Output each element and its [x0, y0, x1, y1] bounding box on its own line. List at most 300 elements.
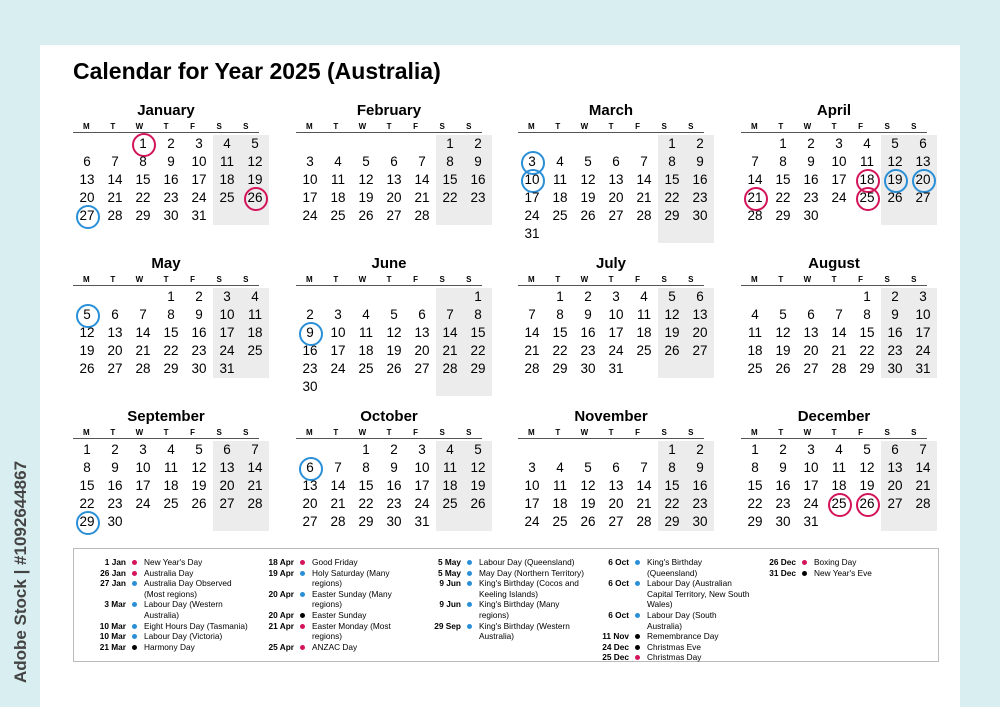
- day-cell: 26: [887, 190, 903, 205]
- legend-holiday-name: ANZAC Day: [312, 641, 358, 652]
- legend-bullet-icon: [132, 602, 137, 607]
- day-cell: 15: [552, 325, 568, 340]
- weekday-label: T: [831, 275, 837, 284]
- legend-bullet-icon: [802, 571, 807, 576]
- day-cell: 19: [881, 171, 909, 189]
- weekday-header: [296, 427, 482, 439]
- weekday-label: T: [333, 122, 339, 131]
- day-cell: 16: [163, 172, 179, 187]
- day-cell: 24: [219, 343, 235, 358]
- day-cell: 20: [909, 171, 937, 189]
- day-cell: 4: [640, 289, 648, 304]
- day-grid: [296, 288, 486, 396]
- weekend-shade: [436, 288, 464, 306]
- weekday-label: W: [135, 428, 144, 437]
- weekday-header: [73, 121, 259, 133]
- day-cell: 16: [386, 478, 402, 493]
- day-cell: 13: [692, 307, 708, 322]
- legend-date: 21 Apr: [268, 620, 294, 631]
- day-cell: 10: [803, 460, 819, 475]
- day-cell: 28: [524, 361, 540, 376]
- day-cell: 14: [414, 172, 430, 187]
- weekday-label: S: [911, 275, 917, 284]
- month-name: July: [595, 255, 626, 272]
- weekday-label: T: [110, 122, 116, 131]
- day-cell: 13: [608, 172, 624, 187]
- weekday-label: T: [555, 428, 561, 437]
- legend-bullet-icon: [132, 560, 137, 565]
- legend-holiday-name: Labour Day (Queensland): [479, 557, 575, 567]
- day-cell: 6: [612, 154, 620, 169]
- legend-date: 31 Dec: [769, 567, 796, 578]
- legend-holiday-name: Australia Day Observed (Most regions): [144, 578, 232, 599]
- legend-bullet-icon: [635, 645, 640, 650]
- day-cell: 5: [73, 306, 101, 324]
- day-cell: 26: [580, 514, 596, 529]
- weekday-label: S: [911, 122, 917, 131]
- day-cell: 9: [807, 154, 815, 169]
- legend-date: 3 Mar: [104, 599, 126, 610]
- month-name: June: [371, 255, 407, 272]
- day-cell: 9: [696, 154, 704, 169]
- weekday-label: T: [555, 275, 561, 284]
- day-cell: 21: [414, 190, 430, 205]
- day-cell: 14: [107, 172, 123, 187]
- legend-date: 29 Sep: [434, 620, 461, 631]
- day-cell: 7: [139, 307, 147, 322]
- weekday-label: W: [580, 428, 589, 437]
- day-cell: 23: [803, 190, 819, 205]
- day-cell: 19: [386, 343, 402, 358]
- day-cell: 28: [442, 361, 458, 376]
- day-cell: 17: [302, 190, 318, 205]
- day-cell: 2: [306, 307, 314, 322]
- day-cell: 15: [135, 172, 151, 187]
- legend-date: 20 Apr: [268, 609, 294, 620]
- watermark: [8, 455, 34, 690]
- weekend-shade: [909, 513, 937, 531]
- weekday-label: T: [608, 275, 614, 284]
- weekday-label: T: [608, 428, 614, 437]
- day-cell: 18: [552, 496, 568, 511]
- day-cell: 12: [79, 325, 95, 340]
- day-cell: 4: [556, 154, 564, 169]
- day-cell: 17: [524, 190, 540, 205]
- weekend-shade: [658, 360, 686, 378]
- day-cell: 8: [83, 460, 91, 475]
- day-cell: 30: [386, 514, 402, 529]
- weekday-label: T: [163, 428, 169, 437]
- day-cell: 29: [73, 513, 101, 531]
- day-cell: 16: [107, 478, 123, 493]
- day-cell: 22: [664, 496, 680, 511]
- day-cell: 15: [859, 325, 875, 340]
- day-cell: 20: [414, 343, 430, 358]
- day-cell: 8: [362, 460, 370, 475]
- weekday-label: S: [911, 428, 917, 437]
- weekday-label: F: [190, 122, 196, 131]
- legend-item: [587, 557, 752, 578]
- weekday-label: T: [831, 428, 837, 437]
- day-cell: 16: [692, 172, 708, 187]
- weekday-label: S: [439, 275, 445, 284]
- day-cell: 25: [552, 514, 568, 529]
- day-cell: 21: [831, 343, 847, 358]
- day-cell: 15: [79, 478, 95, 493]
- day-cell: 14: [247, 460, 263, 475]
- weekday-label: T: [110, 275, 116, 284]
- day-cell: 9: [474, 154, 482, 169]
- day-cell: 26: [470, 496, 486, 511]
- day-cell: 27: [887, 496, 903, 511]
- weekday-header: [518, 121, 704, 133]
- legend-date: 10 Mar: [99, 620, 126, 631]
- day-cell: 18: [442, 478, 458, 493]
- day-cell: 2: [696, 442, 704, 457]
- weekend-shade: [658, 225, 686, 243]
- day-cell: 13: [803, 325, 819, 340]
- day-cell: 19: [191, 478, 207, 493]
- day-cell: 26: [79, 361, 95, 376]
- day-cell: 19: [79, 343, 95, 358]
- weekday-label: M: [305, 275, 313, 284]
- day-cell: 22: [664, 190, 680, 205]
- day-cell: 24: [524, 514, 540, 529]
- weekday-label: T: [110, 428, 116, 437]
- weekday-label: M: [750, 122, 758, 131]
- day-cell: 21: [442, 343, 458, 358]
- weekday-label: W: [135, 122, 144, 131]
- day-cell: 19: [859, 478, 875, 493]
- legend-date: 21 Mar: [99, 641, 126, 652]
- legend-item: [252, 621, 417, 642]
- day-cell: 12: [775, 325, 791, 340]
- weekday-label: S: [661, 122, 667, 131]
- day-cell: 7: [640, 154, 648, 169]
- legend-date: 26 Jan: [100, 567, 126, 578]
- weekend-shade: [213, 207, 241, 225]
- day-cell: 20: [692, 325, 708, 340]
- day-cell: 7: [334, 460, 342, 475]
- weekday-label: T: [555, 122, 561, 131]
- day-cell: 11: [859, 154, 874, 169]
- day-cell: 19: [247, 172, 263, 187]
- legend-bullet-icon: [467, 560, 472, 565]
- day-cell: 15: [470, 325, 486, 340]
- day-cell: 28: [747, 208, 763, 223]
- day-cell: 13: [608, 478, 624, 493]
- day-cell: 25: [747, 361, 763, 376]
- day-cell: 15: [163, 325, 179, 340]
- legend-bullet-icon: [132, 624, 137, 629]
- day-cell: 17: [219, 325, 235, 340]
- day-cell: 17: [330, 343, 346, 358]
- day-cell: 20: [803, 343, 819, 358]
- weekday-label: S: [884, 122, 890, 131]
- day-cell: 25: [552, 208, 568, 223]
- day-cell: 7: [111, 154, 119, 169]
- legend-bullet-icon: [132, 634, 137, 639]
- legend-column: [252, 557, 417, 652]
- month-name: September: [127, 408, 205, 425]
- weekday-label: T: [831, 122, 837, 131]
- day-cell: 23: [302, 361, 318, 376]
- day-cell: 7: [919, 442, 927, 457]
- day-cell: 27: [302, 514, 318, 529]
- day-cell: 1: [668, 136, 676, 151]
- weekend-shade: [436, 207, 464, 225]
- day-cell: 21: [636, 190, 652, 205]
- legend-column: [84, 557, 249, 652]
- day-cell: 3: [223, 289, 231, 304]
- day-cell: 5: [668, 289, 676, 304]
- weekday-label: F: [190, 428, 196, 437]
- day-cell: 13: [386, 172, 402, 187]
- day-cell: 6: [612, 460, 620, 475]
- day-cell: 15: [664, 172, 680, 187]
- legend-item: [252, 557, 417, 568]
- day-cell: 28: [831, 361, 847, 376]
- legend-holiday-name: May Day (Northern Territory): [479, 567, 584, 578]
- day-cell: 15: [442, 172, 458, 187]
- weekday-label: T: [333, 428, 339, 437]
- legend-bullet-icon: [467, 602, 472, 607]
- day-cell: 18: [552, 190, 568, 205]
- day-cell: 9: [696, 460, 704, 475]
- legend-holiday-name: Easter Sunday (Many regions): [312, 588, 392, 610]
- weekend-shade: [464, 378, 492, 396]
- legend-date: 9 Jun: [439, 578, 461, 589]
- day-cell: 11: [636, 307, 651, 322]
- legend-holiday-name: Christmas Eve: [647, 641, 701, 652]
- day-cell: 6: [390, 154, 398, 169]
- day-cell: 15: [358, 478, 374, 493]
- weekday-label: M: [305, 428, 313, 437]
- day-cell: 27: [803, 361, 819, 376]
- day-cell: 27: [692, 343, 708, 358]
- day-cell: 28: [414, 208, 430, 223]
- watermark-text: Adobe Stock | #1092644867: [11, 460, 30, 684]
- month-april: [741, 101, 931, 225]
- legend-bullet-icon: [635, 655, 640, 660]
- weekend-shade: [686, 225, 714, 243]
- day-cell: 30: [163, 208, 179, 223]
- day-cell: 25: [247, 343, 263, 358]
- day-cell: 13: [414, 325, 430, 340]
- day-cell: 25: [442, 496, 458, 511]
- day-cell: 21: [247, 478, 263, 493]
- day-cell: 8: [668, 154, 676, 169]
- day-cell: 29: [859, 361, 875, 376]
- weekday-label: W: [580, 275, 589, 284]
- day-cell: 20: [107, 343, 123, 358]
- day-cell: 23: [470, 190, 486, 205]
- day-cell: 15: [747, 478, 763, 493]
- day-cell: 28: [330, 514, 346, 529]
- legend-bullet-icon: [132, 645, 137, 650]
- weekday-label: S: [216, 275, 222, 284]
- day-cell: 17: [524, 496, 540, 511]
- day-cell: 18: [163, 478, 179, 493]
- day-cell: 12: [580, 172, 596, 187]
- day-cell: 30: [191, 361, 207, 376]
- day-cell: 31: [219, 361, 235, 376]
- day-cell: 20: [608, 190, 624, 205]
- day-cell: 11: [358, 325, 373, 340]
- legend-holiday-name: Easter Sunday: [312, 609, 367, 620]
- month-october: [296, 407, 486, 531]
- day-cell: 19: [580, 496, 596, 511]
- weekday-label: S: [216, 122, 222, 131]
- day-cell: 13: [302, 478, 318, 493]
- day-cell: 3: [195, 136, 203, 151]
- day-cell: 25: [330, 208, 346, 223]
- legend-date: 25 Dec: [602, 652, 629, 663]
- day-cell: 10: [518, 171, 546, 189]
- day-cell: 2: [891, 289, 899, 304]
- day-cell: 19: [580, 190, 596, 205]
- day-cell: 1: [446, 136, 454, 151]
- legend-holiday-name: Christmas Day: [647, 652, 702, 663]
- day-cell: 26: [191, 496, 207, 511]
- day-cell: 5: [362, 154, 370, 169]
- day-cell: 2: [195, 289, 203, 304]
- legend-column: [587, 557, 752, 663]
- day-cell: 5: [251, 136, 259, 151]
- day-cell: 22: [470, 343, 486, 358]
- day-cell: 18: [219, 172, 235, 187]
- day-cell: 28: [915, 496, 931, 511]
- day-cell: 20: [386, 190, 402, 205]
- day-grid: [296, 135, 486, 225]
- page-title: Calendar for Year 2025 (Australia): [73, 58, 441, 84]
- day-cell: 18: [247, 325, 263, 340]
- day-cell: 1: [474, 289, 482, 304]
- day-cell: 1: [129, 135, 157, 153]
- day-grid: [518, 135, 708, 243]
- day-cell: 29: [358, 514, 374, 529]
- day-cell: 12: [191, 460, 207, 475]
- legend-date: 26 Dec: [769, 557, 796, 567]
- day-cell: 30: [692, 514, 708, 529]
- day-cell: 10: [191, 154, 207, 169]
- weekday-label: F: [190, 275, 196, 284]
- day-cell: 10: [831, 154, 847, 169]
- weekday-label: T: [333, 275, 339, 284]
- legend-holiday-name: Harmony Day: [144, 641, 195, 652]
- day-cell: 2: [807, 136, 815, 151]
- day-cell: 16: [580, 325, 596, 340]
- day-cell: 8: [446, 154, 454, 169]
- weekday-header: [296, 274, 482, 286]
- weekday-label: S: [884, 428, 890, 437]
- day-cell: 14: [831, 325, 847, 340]
- legend-bullet-icon: [802, 560, 807, 565]
- day-cell: 5: [195, 442, 203, 457]
- legend-date: 5 May: [437, 567, 461, 578]
- day-grid: [296, 441, 486, 531]
- day-cell: 1: [167, 289, 175, 304]
- day-cell: 17: [831, 172, 847, 187]
- weekday-label: M: [305, 122, 313, 131]
- month-name: May: [151, 255, 181, 272]
- day-cell: 19: [358, 190, 374, 205]
- legend-date: 25 Apr: [268, 641, 294, 652]
- day-cell: 26: [664, 343, 680, 358]
- legend-date: 9 Jun: [439, 599, 461, 610]
- day-cell: 17: [414, 478, 430, 493]
- legend-holiday-name: Labour Day (Australian Capital Territory, New South Wales): [647, 578, 750, 610]
- day-cell: 23: [692, 496, 708, 511]
- weekday-label: W: [358, 428, 367, 437]
- weekday-label: M: [82, 275, 90, 284]
- day-cell: 24: [524, 208, 540, 223]
- day-cell: 9: [296, 324, 324, 342]
- day-cell: 19: [775, 343, 791, 358]
- legend-bullet-icon: [300, 571, 305, 576]
- day-cell: 6: [83, 154, 91, 169]
- day-cell: 12: [386, 325, 402, 340]
- month-name: August: [808, 255, 860, 272]
- weekend-shade: [241, 360, 269, 378]
- day-cell: 14: [747, 172, 763, 187]
- day-cell: 31: [191, 208, 207, 223]
- day-cell: 22: [79, 496, 95, 511]
- day-cell: 11: [219, 154, 234, 169]
- weekday-label: S: [243, 275, 249, 284]
- legend-date: 18 Apr: [268, 557, 294, 567]
- legend-date: 6 Oct: [608, 609, 629, 620]
- weekday-label: F: [635, 275, 641, 284]
- legend-item: [587, 652, 752, 663]
- weekend-shade: [213, 513, 241, 531]
- legend-bullet-icon: [300, 645, 305, 650]
- day-cell: 1: [556, 289, 564, 304]
- day-cell: 3: [418, 442, 426, 457]
- weekday-label: T: [778, 428, 784, 437]
- day-cell: 5: [779, 307, 787, 322]
- day-cell: 24: [135, 496, 151, 511]
- day-cell: 7: [835, 307, 843, 322]
- day-cell: 21: [741, 189, 769, 207]
- day-grid: [741, 441, 931, 531]
- day-cell: 1: [362, 442, 370, 457]
- day-cell: 4: [334, 154, 342, 169]
- month-august: [741, 254, 931, 378]
- day-cell: 6: [807, 307, 815, 322]
- weekend-shade: [909, 207, 937, 225]
- day-cell: 15: [664, 478, 680, 493]
- day-cell: 7: [446, 307, 454, 322]
- legend-bullet-icon: [300, 624, 305, 629]
- day-cell: 10: [608, 307, 624, 322]
- weekday-label: M: [750, 275, 758, 284]
- legend-holiday-name: New Year's Eve: [814, 567, 872, 578]
- weekday-label: S: [688, 275, 694, 284]
- day-cell: 4: [751, 307, 759, 322]
- weekday-label: S: [439, 122, 445, 131]
- day-cell: 6: [111, 307, 119, 322]
- weekday-label: F: [413, 428, 419, 437]
- day-cell: 23: [107, 496, 123, 511]
- day-cell: 12: [859, 460, 875, 475]
- day-cell: 22: [859, 343, 875, 358]
- day-cell: 8: [751, 460, 759, 475]
- legend-item: [252, 642, 417, 653]
- legend-bullet-icon: [467, 571, 472, 576]
- day-cell: 26: [580, 208, 596, 223]
- weekday-label: S: [243, 122, 249, 131]
